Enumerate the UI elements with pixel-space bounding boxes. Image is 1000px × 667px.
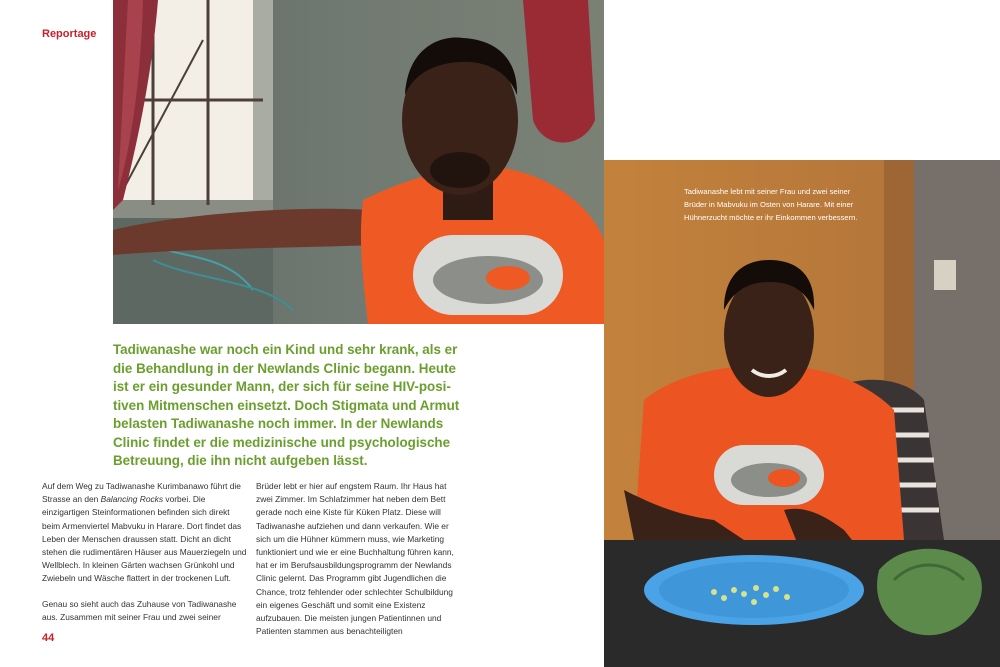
lead-paragraph [113,341,463,471]
body-paragraph: Genau so sieht auch das Zuhause von Tadiwanashe aus. Zusammen mit seiner Frau und zwei seiner [42,598,237,622]
caption-line: Hühnerzucht möchte er ihr Einkommen verbessern. [684,213,858,222]
caption-line: Tadiwanashe lebt mit seiner Frau und zwei seiner [684,187,851,196]
photo-man-at-table [604,160,1000,667]
lead-line: die Behandlung in der Newlands Clinic begann. Heute [113,360,456,376]
lead-line: belasten Tadiwanashe noch immer. In der Newlands [113,416,444,431]
lead-line: tiven Mitmenschen einsetzt. Doch Stigmata und Armut [113,397,460,413]
lead-line: Clinic findet er die medizinische und psychologische [113,434,451,450]
lead-line: ist er ein gesunder Mann, der sich für seine HIV-posi- [113,379,451,394]
body-text: vorbei. Die einzigartigen Steinformationen befinden sich direkt beim Armenviertel Mabvuku in Harare. Dort findet das Leben der Menschen draussen statt. Dicht an dicht stehen die rudimentären Häuser aus Mauerziegeln und Wellblech. In kleinen Gärten wachsen Grünkohl und Zwiebeln und Wäsche flattert in der trockenen Luft. [42,494,247,584]
page-number: 44 [42,632,55,644]
body-paragraph [42,480,247,586]
photo-caption [684,185,899,224]
caption-line: Brüder in Mabvuku im Osten von Harare. Mit einer [684,200,854,209]
lead-line: Betreuung, die ihn nicht aufgeben lässt. [113,453,368,468]
photo-man-at-window [113,0,604,324]
body-column-2 [256,480,461,650]
section-label: Reportage [42,28,97,40]
body-text-italic: Balancing Rocks [100,494,164,505]
body-text: Auf dem Weg zu Tadiwanashe Kurimbanawo führt die Strasse an den [42,481,241,505]
body-column-1 [42,480,247,636]
body-paragraph: Brüder lebt er hier auf engstem Raum. Ihr Haus hat zwei Zimmer. Im Schlafzimmer hat neben dem Bett gerade noch eine Kiste für Küken Platz. Diese will Tadiwanashe aufziehen und dann verkaufen. Wie er sich um die Hühner kümmern muss, wie Marketing funktioniert und wie er eine Buchhaltung führen kann, hat er im Berufsausbildungsprogramm der Newlands Clinic gelernt. Das Programm gibt Jugendlichen die Chance, trotz fehlender oder schlechter Schulbildung ein eigenes Geschäft und somit eine Existenz aufzubauen. Die meisten jungen Patientinnen und Patienten stammen aus benachteiligten [256,481,454,637]
lead-line: Tadiwanashe war noch ein Kind und sehr krank, als er [113,342,458,357]
